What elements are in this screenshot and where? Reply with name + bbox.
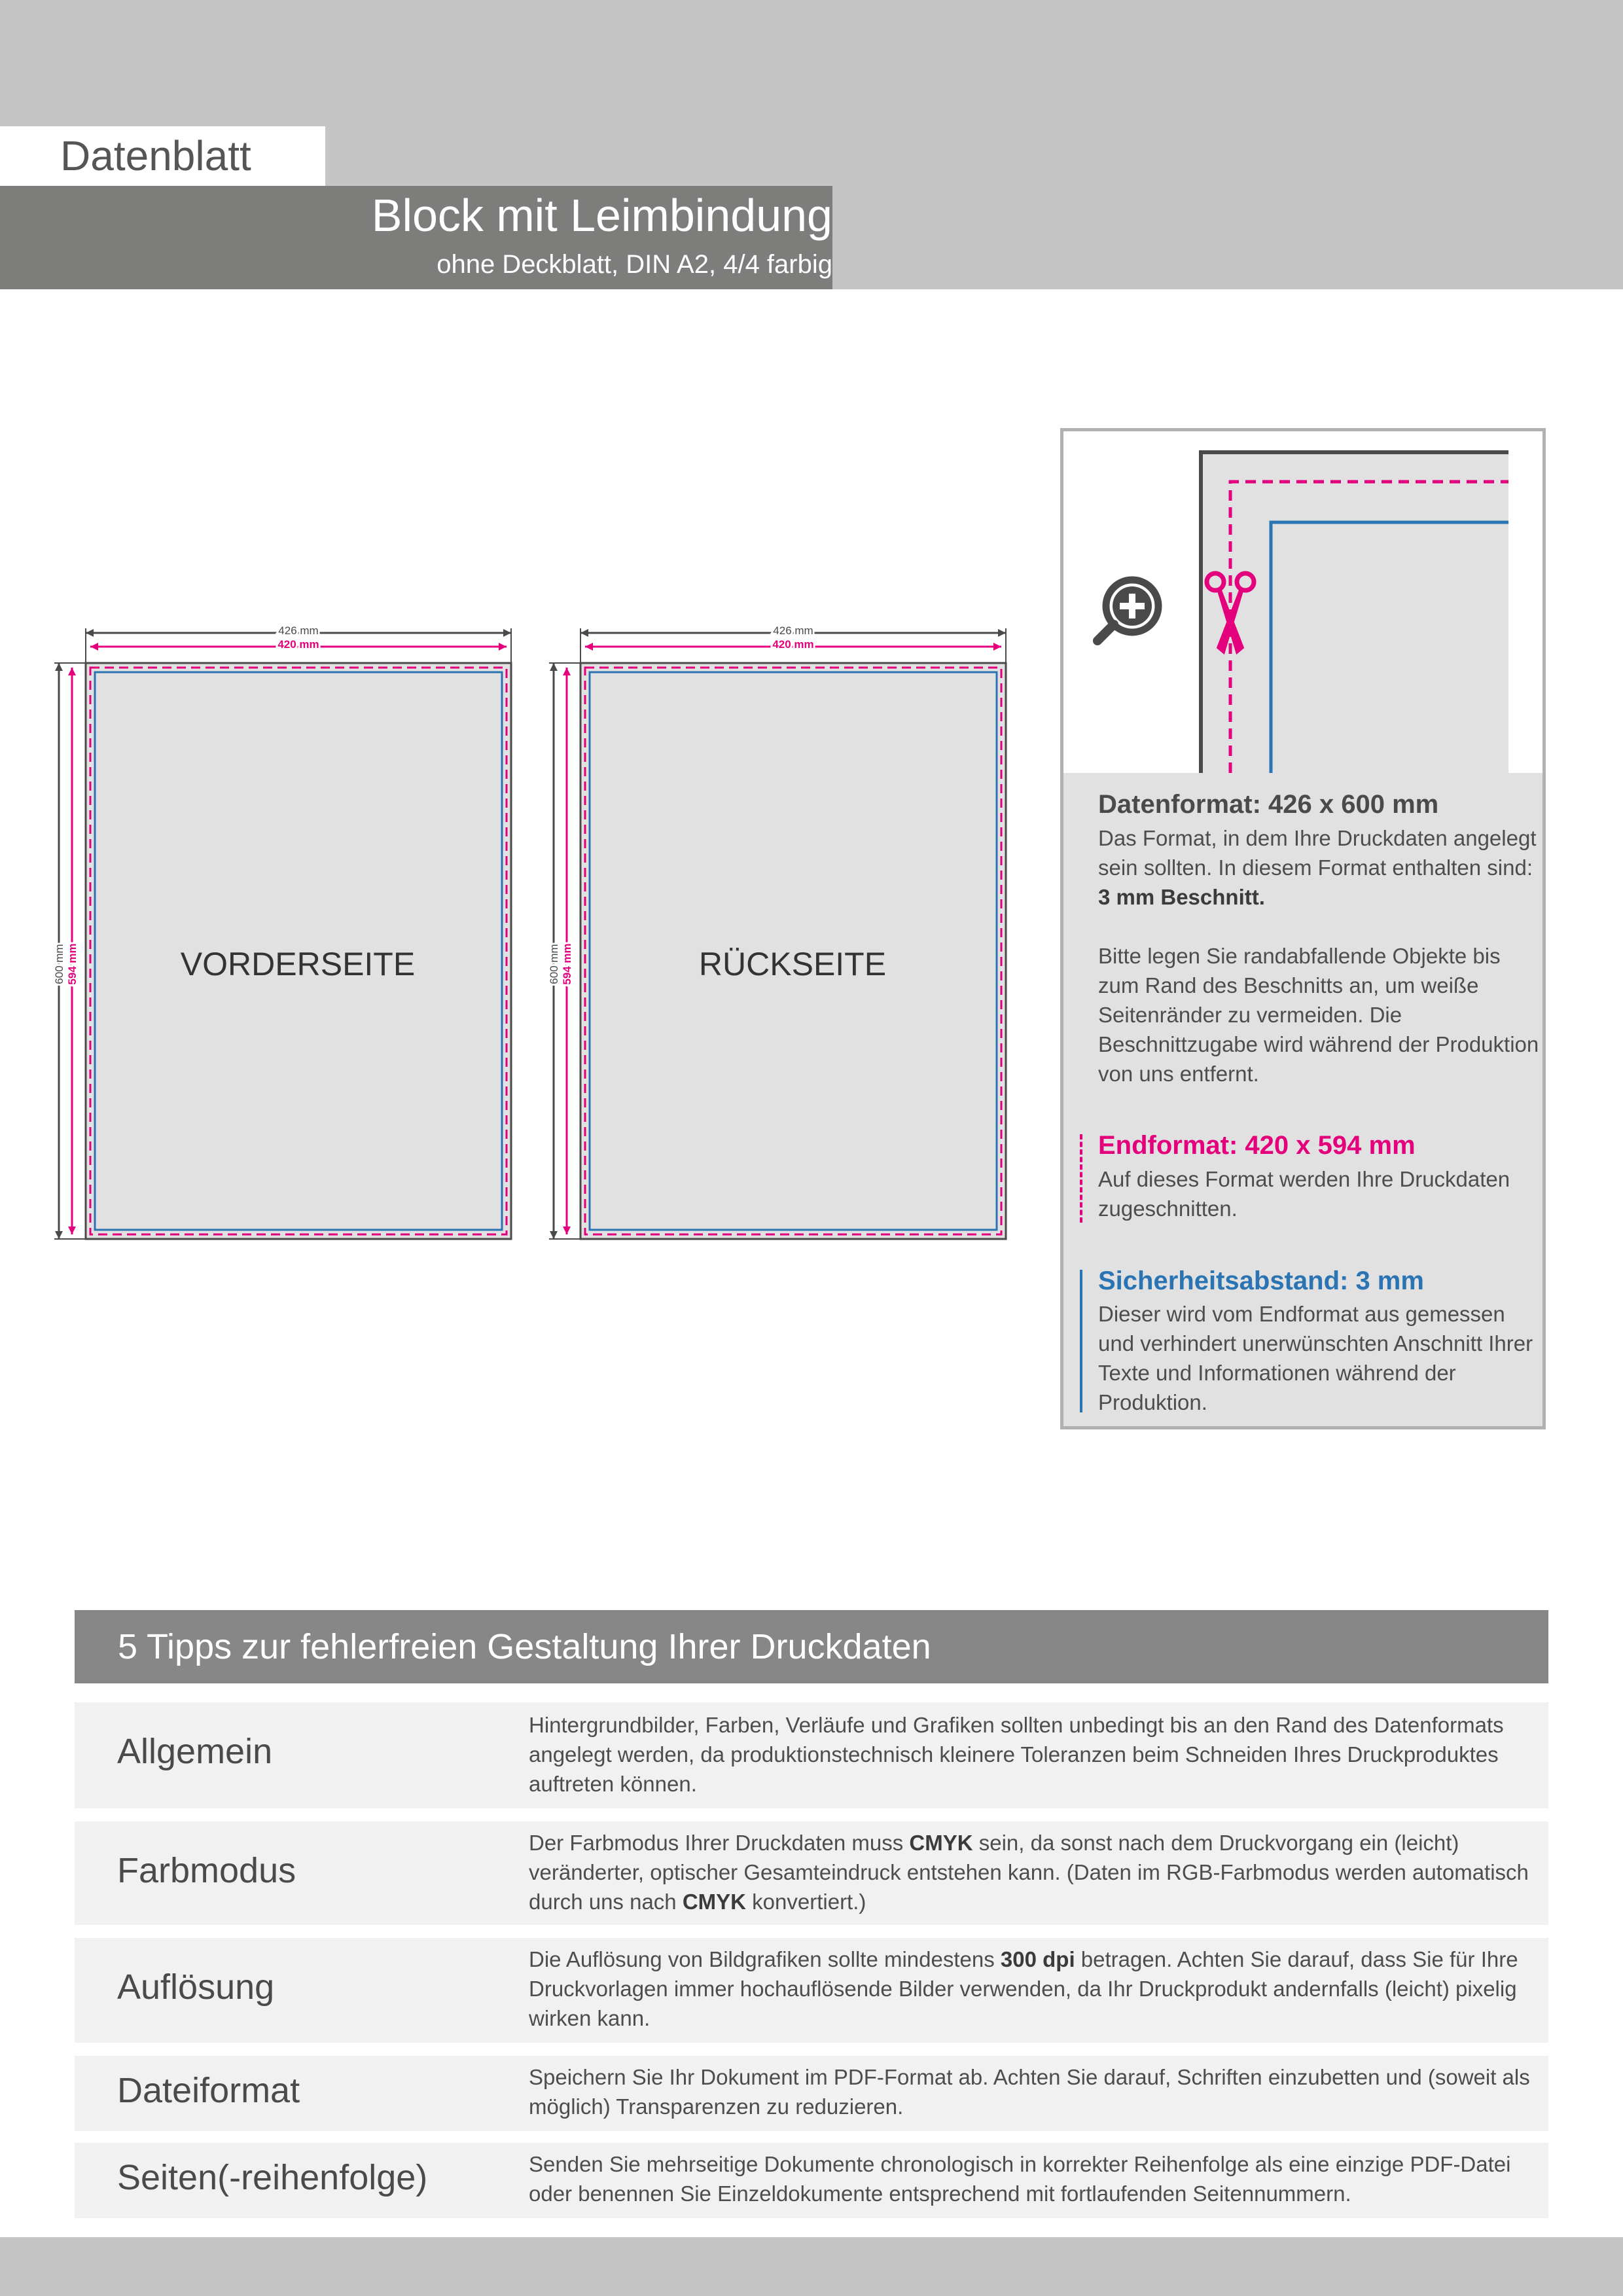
corner-detail-graphic bbox=[1063, 431, 1543, 773]
tip-row-aufloesung bbox=[75, 1938, 1548, 2043]
datenformat-text: Das Format, in dem Ihre Druckdaten angelegt sein sollten. In diesem Format enthalten sind: 3 mm Beschnitt. bbox=[1098, 826, 1537, 909]
zoom-detail bbox=[1060, 428, 1546, 773]
doc-label: Datenblatt bbox=[60, 132, 251, 179]
tip-label: Auflösung bbox=[117, 1967, 275, 2007]
sicherheit-title: Sicherheitsabstand: 3 mm bbox=[1098, 1266, 1424, 1295]
tip-text: Die Auflösung von Bildgrafiken sollte mindestens 300 dpi betragen. Achten Sie darauf, dass Sie für Ihre Druckvorlagen immer hochauflösende Bilder verwenden, da Ihr Druckprodukt andernfalls (leicht) pixelig wirken kann. bbox=[529, 1947, 1518, 2030]
width-inner-label: 420 mm bbox=[277, 638, 319, 651]
footer-band bbox=[0, 2237, 1623, 2296]
tip-label: Seiten(-reihenfolge) bbox=[117, 2158, 428, 2197]
tip-label: Farbmodus bbox=[117, 1851, 296, 1890]
tip-text: Senden Sie mehrseitige Dokumente chronologisch in korrekter Reihenfolge als eine einzige PDF-Datei oder benennen Sie Einzeldokumente entsprechend mit fortlaufenden Seitennummern. bbox=[529, 2152, 1511, 2206]
front-side-label: VORDERSEITE bbox=[180, 946, 416, 982]
height-outer-label: 600 mm bbox=[53, 944, 65, 984]
datenformat-title: Datenformat: 426 x 600 mm bbox=[1098, 790, 1439, 819]
tip-row-allgemein bbox=[75, 1702, 1548, 1808]
back-side-label: RÜCKSEITE bbox=[698, 946, 887, 982]
tip-row-dateiformat bbox=[75, 2056, 1548, 2131]
tip-row-seiten bbox=[75, 2143, 1548, 2218]
width-outer-label: 426 mm bbox=[278, 625, 319, 637]
trim-marker bbox=[1080, 1134, 1082, 1223]
tip-text: Speichern Sie Ihr Dokument im PDF-Format ab. Achten Sie darauf, Schriften einzubetten und (soweit als möglich) Transparenzen zu reduzieren. bbox=[529, 2065, 1530, 2119]
datenformat-note: Bitte legen Sie randabfallende Objekte bis zum Rand des Beschnitts an, um weiße Seitenränder zu vermeiden. Die Beschnittzugabe wird während der Produktion von uns entfernt. bbox=[1098, 944, 1539, 1086]
tip-label: Allgemein bbox=[117, 1732, 273, 1771]
height-outer-label: 600 mm bbox=[548, 944, 560, 984]
page-subtitle: ohne Deckblatt, DIN A2, 4/4 farbig bbox=[437, 250, 832, 279]
tip-label: Dateiformat bbox=[117, 2071, 300, 2110]
height-inner-label: 594 mm bbox=[561, 943, 573, 985]
zoom-in-icon bbox=[1097, 580, 1158, 641]
tip-text: Der Farbmodus Ihrer Druckdaten muss CMYK sein, da sonst nach dem Druckvorgang ein (leicht) veränderter, optischer Gesamteindruck entstehen kann. (Daten im RGB-Farbmodus werden automatisch durch uns nach CMYK konvertiert.) bbox=[529, 1831, 1529, 1914]
tip-row-farbmodus bbox=[75, 1821, 1548, 1925]
safety-marker bbox=[1080, 1270, 1082, 1412]
sicherheit-text: Dieser wird vom Endformat aus gemessen und verhindert unerwünschten Anschnitt Ihrer Texte und Informationen während der Produktion. bbox=[1098, 1302, 1533, 1414]
page-title: Block mit Leimbindung bbox=[371, 190, 832, 241]
width-outer-label: 426 mm bbox=[773, 625, 813, 637]
endformat-text: Auf dieses Format werden Ihre Druckdaten zugeschnitten. bbox=[1098, 1167, 1510, 1221]
width-inner-label: 420 mm bbox=[772, 638, 814, 651]
height-inner-label: 594 mm bbox=[66, 943, 79, 985]
tips-title: 5 Tipps zur fehlerfreien Gestaltung Ihrer Druckdaten bbox=[118, 1627, 931, 1666]
tip-text: Hintergrundbilder, Farben, Verläufe und Grafiken sollten unbedingt bis an den Rand des Datenformats angelegt werden, da produktionstechnisch kleinere Toleranzen beim Schneiden Ihres Druckproduktes auftreten können. bbox=[529, 1713, 1504, 1796]
endformat-title: Endformat: 420 x 594 mm bbox=[1098, 1131, 1416, 1160]
